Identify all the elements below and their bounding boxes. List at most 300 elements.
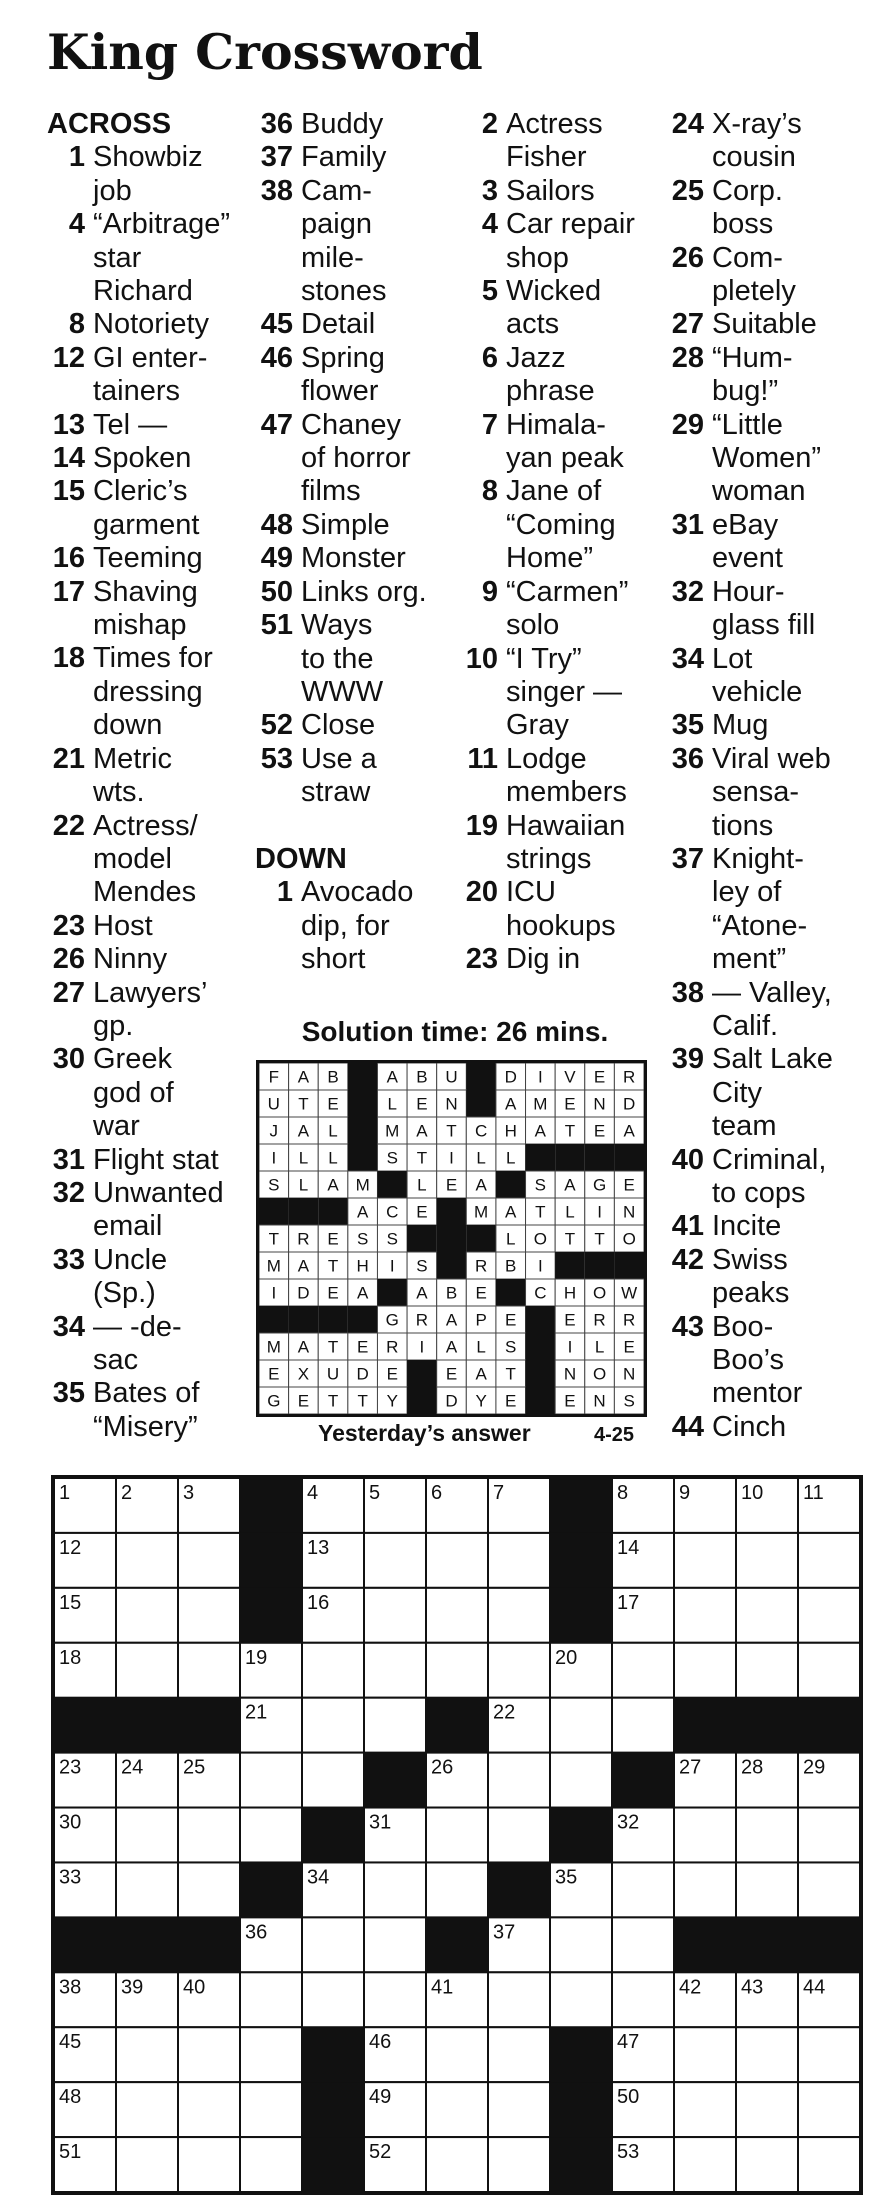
clue-number: 1 <box>276 876 293 909</box>
grid-cell[interactable] <box>364 1643 426 1698</box>
grid-cell[interactable] <box>116 1862 178 1917</box>
black-square <box>437 1225 467 1252</box>
grid-cell[interactable] <box>674 2137 736 2192</box>
black-square <box>550 2137 613 2192</box>
cell-number: 42 <box>679 1976 702 1999</box>
answer-letter: H <box>563 1283 577 1303</box>
answer-letter: T <box>268 1229 280 1249</box>
clue-number: 15 <box>52 475 85 508</box>
black-square <box>377 1171 407 1198</box>
grid-cell[interactable] <box>674 1862 736 1917</box>
clue-item <box>666 709 871 742</box>
clue-number: 50 <box>260 575 293 608</box>
clue-text <box>710 1244 871 1311</box>
answer-letter: M <box>266 1337 281 1357</box>
answer-letter: M <box>385 1121 400 1141</box>
grid-cell[interactable] <box>674 1588 736 1643</box>
cell-number: 45 <box>59 2031 82 2054</box>
cell-number: 44 <box>803 1976 826 1999</box>
grid-cell[interactable] <box>736 1643 798 1698</box>
clue-number: 43 <box>671 1310 704 1343</box>
grid-cell[interactable] <box>488 1972 550 2027</box>
clue-number: 31 <box>52 1143 85 1176</box>
clue-text-line: Car repair <box>506 208 635 241</box>
clue-number: 14 <box>52 442 85 475</box>
grid-cell[interactable] <box>178 1808 240 1863</box>
black-square <box>407 1387 437 1414</box>
clue-text-line: (Sp.) <box>93 1277 156 1310</box>
grid-cell[interactable] <box>798 1588 860 1643</box>
clue-item <box>666 977 871 1044</box>
answer-letter: A <box>297 1121 310 1141</box>
grid-cell[interactable] <box>736 2137 798 2192</box>
cell-number: 12 <box>59 1536 82 1559</box>
clue-text <box>91 642 252 742</box>
clue-number: 4 <box>68 208 85 241</box>
clue-text-line: Suitable <box>712 308 817 341</box>
clue-number: 52 <box>260 709 293 742</box>
clue-text-line: vehicle <box>712 675 803 708</box>
clue-text-line: to the <box>301 642 374 675</box>
clue-number: 37 <box>260 141 293 174</box>
clue-text-line: stones <box>301 275 387 308</box>
clue-item <box>255 308 455 341</box>
clue-number: 41 <box>671 1210 704 1243</box>
grid-cell[interactable] <box>364 1917 426 1972</box>
clue-text <box>710 242 871 309</box>
cell-number: 53 <box>617 2141 640 2164</box>
grid-cell[interactable] <box>550 1698 612 1753</box>
grid-cell[interactable] <box>178 1588 240 1643</box>
down-heading: DOWN <box>255 842 347 875</box>
answer-letter: C <box>534 1283 547 1303</box>
clue-item <box>460 409 660 476</box>
clue-text-line: “Coming <box>506 508 616 541</box>
answer-letter: W <box>621 1283 638 1303</box>
answer-letter: A <box>534 1121 547 1141</box>
grid-cell[interactable] <box>798 2137 860 2192</box>
clue-text <box>91 442 252 475</box>
clue-text <box>91 208 252 308</box>
answer-letter: I <box>271 1148 277 1168</box>
grid-cell[interactable] <box>488 2082 550 2137</box>
grid-cell[interactable] <box>426 1643 488 1698</box>
answer-letter: D <box>445 1391 458 1411</box>
clue-item <box>666 409 871 509</box>
answer-letter: L <box>476 1337 486 1357</box>
answer-letter: I <box>597 1202 602 1222</box>
clue-text <box>504 108 660 175</box>
clue-text-line: mishap <box>93 609 187 642</box>
clue-number: 10 <box>465 642 498 675</box>
answer-letter: R <box>386 1337 399 1357</box>
clue-text-line: — -de- <box>93 1310 182 1343</box>
clue-text-line: GI enter- <box>93 341 208 374</box>
black-square <box>302 2137 365 2192</box>
grid-cell[interactable] <box>798 1533 860 1588</box>
grid-cell[interactable] <box>736 1862 798 1917</box>
page-title: King Crossword <box>47 23 483 81</box>
grid-cell[interactable] <box>426 1862 488 1917</box>
cell-number: 7 <box>493 1482 505 1504</box>
answer-letter: A <box>356 1202 369 1222</box>
answer-letter: O <box>533 1229 547 1249</box>
grid-cell[interactable] <box>364 1972 426 2027</box>
cell-number: 3 <box>183 1482 195 1504</box>
clue-text-line: woman <box>712 475 806 508</box>
grid-cell[interactable] <box>612 1972 674 2027</box>
clue-number: 39 <box>671 1043 704 1076</box>
black-square <box>526 1387 556 1414</box>
grid-cell[interactable] <box>798 1808 860 1863</box>
clue-text-line: “Little <box>712 408 783 441</box>
cell-number: 52 <box>369 2141 392 2164</box>
clue-item <box>460 576 660 643</box>
grid-cell[interactable] <box>116 1588 178 1643</box>
grid-cell[interactable] <box>488 1643 550 1698</box>
clue-text-line: Hour- <box>712 575 785 608</box>
answer-letter: A <box>297 1256 310 1276</box>
grid-cell[interactable] <box>302 1917 364 1972</box>
grid-cell[interactable] <box>798 1643 860 1698</box>
grid-cell[interactable] <box>488 1533 550 1588</box>
answer-letter: T <box>327 1256 339 1276</box>
black-square <box>377 1279 407 1306</box>
grid-cell[interactable] <box>364 1588 426 1643</box>
grid-cell[interactable] <box>426 1533 488 1588</box>
cell-number: 29 <box>803 1756 826 1779</box>
clue-text <box>710 509 871 576</box>
grid-cell[interactable] <box>178 2027 240 2082</box>
grid-cell[interactable] <box>240 2027 302 2082</box>
clue-number: 27 <box>52 976 85 1009</box>
solution-time: Solution time: 26 mins. <box>301 1016 609 1047</box>
grid-cell[interactable] <box>612 1862 674 1917</box>
grid-cell[interactable] <box>674 2082 736 2137</box>
clue-text-line: Bates of <box>93 1377 200 1410</box>
answer-letter: M <box>474 1202 489 1222</box>
clue-text-line: Use a <box>301 742 377 775</box>
grid-cell[interactable] <box>736 1808 798 1863</box>
black-square <box>348 1090 378 1117</box>
grid-cell[interactable] <box>550 1753 612 1808</box>
clue-text-line: Ninny <box>93 943 168 976</box>
clue-text <box>504 208 660 275</box>
grid-cell[interactable] <box>364 1533 426 1588</box>
clue-text-line: phrase <box>506 375 595 408</box>
clue-item <box>666 643 871 710</box>
clue-text-line: Shaving <box>93 575 198 608</box>
clue-text <box>91 1043 252 1143</box>
answer-letter: E <box>593 1121 606 1141</box>
grid-cell[interactable] <box>488 1588 550 1643</box>
answer-letter: G <box>592 1175 607 1195</box>
answer-letter: B <box>505 1256 517 1276</box>
grid-cell[interactable] <box>116 1808 178 1863</box>
clue-text <box>91 475 252 542</box>
clue-text-line: hookups <box>506 909 616 942</box>
clue-text <box>504 409 660 476</box>
cell-number: 22 <box>493 1701 516 1724</box>
cell-number: 1 <box>59 1482 71 1504</box>
cell-number: 4 <box>307 1482 319 1504</box>
answer-letter: E <box>564 1094 576 1114</box>
clue-number: 2 <box>481 108 498 140</box>
grid-cell[interactable] <box>612 1643 674 1698</box>
grid-cell[interactable] <box>116 2027 178 2082</box>
clue-text <box>299 743 455 810</box>
grid-cell[interactable] <box>426 1588 488 1643</box>
clue-item <box>666 342 871 409</box>
grid-cell[interactable] <box>240 2082 302 2137</box>
clue-item <box>47 642 252 742</box>
grid-cell[interactable] <box>240 2137 302 2192</box>
clue-number: 32 <box>52 1176 85 1209</box>
grid-cell[interactable] <box>178 1643 240 1698</box>
grid-cell[interactable] <box>736 2082 798 2137</box>
black-square <box>178 1698 241 1753</box>
clue-text <box>91 141 252 208</box>
grid-cell[interactable] <box>178 1862 240 1917</box>
grid-cell[interactable] <box>674 2027 736 2082</box>
clue-item <box>460 643 660 743</box>
clue-number: 25 <box>671 174 704 207</box>
clue-text-line: Himala- <box>506 408 606 441</box>
clue-number: 18 <box>52 642 85 675</box>
black-square <box>54 1917 117 1972</box>
cell-number: 25 <box>183 1756 206 1779</box>
clue-text-line: to cops <box>712 1177 806 1209</box>
clue-item <box>47 1311 252 1378</box>
clue-text <box>710 1043 871 1143</box>
black-square <box>348 1117 378 1144</box>
grid-cell[interactable] <box>302 1753 364 1808</box>
grid-cell[interactable] <box>240 1753 302 1808</box>
grid-cell[interactable] <box>116 1533 178 1588</box>
grid-cell[interactable] <box>674 1533 736 1588</box>
clue-text-line: Sailors <box>506 174 595 207</box>
clue-text-line: Boo- <box>712 1310 774 1343</box>
answer-letter: A <box>416 1121 428 1141</box>
clue-text-line: cousin <box>712 141 796 174</box>
clue-text-line: ICU <box>506 876 556 909</box>
answer-letter: T <box>564 1121 576 1141</box>
clue-text-line: war <box>93 1110 140 1143</box>
answer-letter: E <box>327 1283 339 1303</box>
clue-text <box>91 1244 252 1311</box>
clue-number: 33 <box>52 1243 85 1276</box>
cell-number: 30 <box>59 1811 82 1834</box>
grid-cell[interactable] <box>116 2137 178 2192</box>
grid-cell[interactable] <box>178 2137 240 2192</box>
grid-cell[interactable] <box>488 1808 550 1863</box>
grid-cell[interactable] <box>488 2137 550 2192</box>
clue-item <box>666 1043 871 1143</box>
clue-text-line: solo <box>506 609 560 642</box>
grid-cell[interactable] <box>302 1643 364 1698</box>
clue-text <box>91 1144 252 1177</box>
answer-letter: I <box>449 1148 454 1168</box>
grid-cell[interactable] <box>736 1533 798 1588</box>
clue-text-line: Mug <box>712 709 769 742</box>
grid-cell[interactable] <box>364 1698 426 1753</box>
clue-text-line: Actress/ <box>93 809 198 842</box>
grid-cell[interactable] <box>426 2027 488 2082</box>
clue-text-line: paign <box>301 208 372 241</box>
grid-cell[interactable] <box>674 1808 736 1863</box>
clue-number: 17 <box>52 575 85 608</box>
grid-cell[interactable] <box>116 2082 178 2137</box>
clue-text-line: tions <box>712 809 774 842</box>
clue-item <box>666 242 871 309</box>
black-square <box>116 1698 179 1753</box>
grid-cell[interactable] <box>178 2082 240 2137</box>
clue-text <box>710 108 871 175</box>
grid-cell[interactable] <box>302 1972 364 2027</box>
clue-text <box>299 509 455 542</box>
cell-number: 23 <box>59 1756 82 1779</box>
black-square <box>54 1698 117 1753</box>
grid-cell[interactable] <box>736 2027 798 2082</box>
clue-item <box>460 943 660 976</box>
clue-text-line: Hawaiian <box>506 809 626 842</box>
cell-number: 40 <box>183 1976 206 1999</box>
cell-number: 21 <box>245 1701 268 1724</box>
grid-cell[interactable] <box>426 2137 488 2192</box>
grid-cell[interactable] <box>612 1698 674 1753</box>
clue-number: 26 <box>52 943 85 976</box>
grid-cell[interactable] <box>736 1588 798 1643</box>
clue-text-line: Lot <box>712 642 753 675</box>
clue-number: 22 <box>52 809 85 842</box>
answer-letter: B <box>327 1067 339 1087</box>
grid-cell[interactable] <box>674 1643 736 1698</box>
answer-letter: L <box>328 1121 338 1141</box>
grid-cell[interactable] <box>488 1753 550 1808</box>
clue-text <box>710 175 871 242</box>
answer-letter: A <box>475 1364 487 1384</box>
crossword-grid[interactable] <box>51 1475 863 2195</box>
answer-letter: R <box>623 1067 636 1087</box>
answer-letter: N <box>593 1391 606 1411</box>
grid-cell[interactable] <box>798 2027 860 2082</box>
answer-letter: M <box>533 1094 548 1114</box>
clue-text-line: — Valley, <box>712 976 832 1009</box>
clue-number: 20 <box>465 876 498 909</box>
grid-cell[interactable] <box>798 1862 860 1917</box>
clue-text-line: Uncle <box>93 1243 168 1276</box>
clue-number: 21 <box>52 742 85 775</box>
grid-cell[interactable] <box>426 2082 488 2137</box>
clue-text-line: eBay <box>712 508 779 541</box>
clue-item <box>460 275 660 342</box>
clue-text-line: Chaney <box>301 408 401 441</box>
clue-item <box>460 876 660 943</box>
clue-item <box>666 175 871 242</box>
answer-letter: D <box>297 1283 310 1303</box>
black-square <box>240 1862 303 1917</box>
clue-item <box>47 141 252 208</box>
black-square <box>550 2027 613 2082</box>
grid-cell[interactable] <box>240 1972 302 2027</box>
black-square <box>240 1588 303 1643</box>
clue-number: 36 <box>671 742 704 775</box>
cell-number: 37 <box>493 1921 516 1944</box>
clue-item <box>666 1411 871 1444</box>
grid-cell[interactable] <box>240 1808 302 1863</box>
grid-cell[interactable] <box>364 1862 426 1917</box>
clue-text-line: Incite <box>712 1210 782 1243</box>
answer-letter: L <box>328 1148 338 1168</box>
answer-letter: L <box>505 1148 516 1168</box>
answer-letter: A <box>564 1175 576 1195</box>
grid-cell[interactable] <box>798 2082 860 2137</box>
clue-item <box>47 810 252 910</box>
clue-text-line: ley of <box>712 876 782 909</box>
black-square <box>585 1252 615 1279</box>
grid-cell[interactable] <box>612 1917 674 1972</box>
clue-number: 16 <box>52 542 85 575</box>
clue-item <box>47 442 252 475</box>
clue-text <box>710 977 871 1044</box>
grid-cell[interactable] <box>488 2027 550 2082</box>
clue-text-line: straw <box>301 776 371 809</box>
grid-cell[interactable] <box>426 1808 488 1863</box>
clue-number: 35 <box>671 709 704 742</box>
clue-text <box>710 576 871 643</box>
clue-text-line: yan peak <box>506 442 624 475</box>
black-square <box>526 1306 556 1333</box>
clue-text <box>504 643 660 743</box>
clue-item <box>47 342 252 409</box>
answer-letter: I <box>389 1256 395 1276</box>
clue-item <box>255 108 455 141</box>
black-square <box>674 1698 737 1753</box>
clue-text-line: shop <box>506 241 569 274</box>
grid-cell[interactable] <box>550 1972 612 2027</box>
grid-cell[interactable] <box>302 1698 364 1753</box>
clue-text-line: Times for <box>93 642 213 675</box>
black-square <box>466 1063 496 1090</box>
answer-letter: A <box>505 1094 517 1114</box>
clue-number: 4 <box>481 208 498 241</box>
grid-cell[interactable] <box>550 1917 612 1972</box>
black-square <box>674 1917 737 1972</box>
clue-text-line: Detail <box>301 308 376 341</box>
clue-number: 32 <box>671 575 704 608</box>
clue-text-line: Ways <box>301 609 373 642</box>
clue-text-line: Spring <box>301 341 385 374</box>
answer-letter: E <box>416 1202 428 1222</box>
clue-text-line: peaks <box>712 1277 790 1310</box>
clue-text-line: model <box>93 842 172 875</box>
answer-letter: R <box>474 1256 488 1276</box>
clue-text <box>91 576 252 643</box>
black-square <box>302 2082 365 2137</box>
grid-cell[interactable] <box>116 1643 178 1698</box>
answer-letter: H <box>356 1256 369 1276</box>
grid-cell[interactable] <box>178 1533 240 1588</box>
answer-letter: E <box>327 1094 339 1114</box>
answer-letter: E <box>593 1067 606 1087</box>
answer-letter: E <box>268 1364 280 1384</box>
answer-letter: G <box>267 1391 281 1411</box>
clue-text <box>91 1177 252 1244</box>
answer-letter: A <box>445 1310 458 1330</box>
clue-item <box>47 1377 252 1444</box>
clue-item <box>47 910 252 943</box>
clue-item <box>255 576 455 609</box>
